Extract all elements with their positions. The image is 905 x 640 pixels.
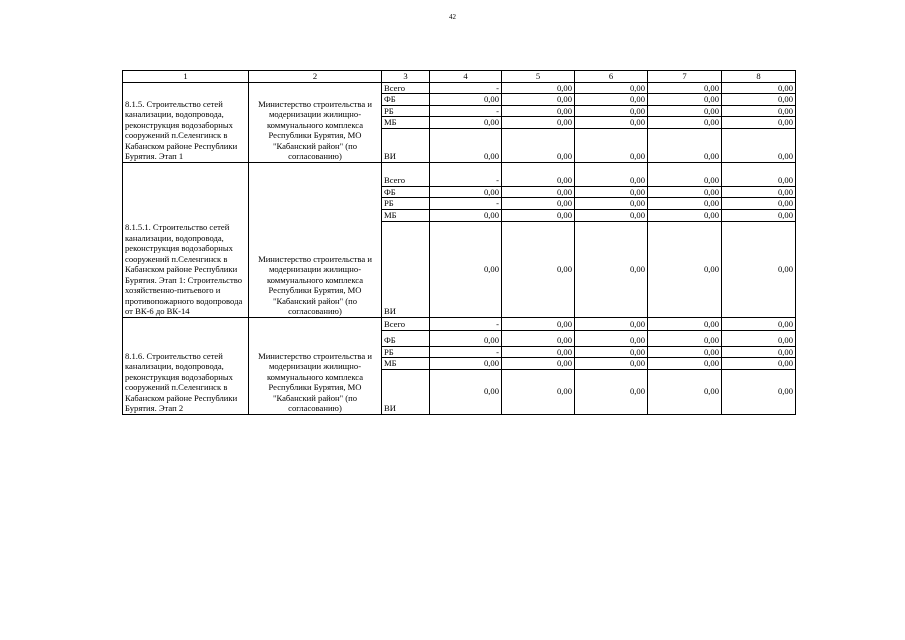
responsible-org-cell: Министерство строительства и модернизации жилищно-коммунального комплекса Республики Бурятия, МО "Кабанский район" (по согласованию) bbox=[249, 82, 382, 162]
value-cell: 0,00 bbox=[722, 369, 796, 414]
value-cell: 0,00 bbox=[648, 82, 722, 94]
value-cell: - bbox=[430, 317, 502, 330]
table-row bbox=[123, 317, 796, 330]
value-cell: 0,00 bbox=[575, 162, 648, 186]
value-cell: 0,00 bbox=[502, 105, 575, 117]
table-row bbox=[123, 82, 796, 94]
value-cell: 0,00 bbox=[722, 221, 796, 317]
page-number: 42 bbox=[449, 13, 456, 21]
value-cell: 0,00 bbox=[502, 94, 575, 106]
event-name-cell: 8.1.5.1. Строительство сетей канализации, водопровода, реконструкция водозаборных сооружений п.Селенгинск в Кабанском районе Республики Бурятия. Этап 1: Строительство хозяйственно-питьевого и противопожарного водопровода от ВК-6 до ВК-14 bbox=[123, 162, 249, 317]
value-cell: 0,00 bbox=[502, 128, 575, 162]
value-cell: 0,00 bbox=[430, 358, 502, 370]
value-cell: 0,00 bbox=[502, 346, 575, 358]
value-cell: 0,00 bbox=[722, 198, 796, 210]
value-cell: 0,00 bbox=[502, 317, 575, 330]
value-cell: 0,00 bbox=[648, 346, 722, 358]
funding-source-cell: ФБ bbox=[382, 186, 430, 198]
funding-source-cell: РБ bbox=[382, 198, 430, 210]
value-cell: 0,00 bbox=[575, 198, 648, 210]
value-cell: 0,00 bbox=[722, 82, 796, 94]
value-cell: 0,00 bbox=[575, 105, 648, 117]
value-cell: 0,00 bbox=[722, 117, 796, 129]
value-cell: 0,00 bbox=[502, 82, 575, 94]
funding-source-cell: ФБ bbox=[382, 330, 430, 346]
value-cell: 0,00 bbox=[648, 369, 722, 414]
value-cell: 0,00 bbox=[722, 105, 796, 117]
header-cell: 8 bbox=[722, 71, 796, 83]
event-block bbox=[123, 317, 796, 414]
value-cell: 0,00 bbox=[575, 117, 648, 129]
value-cell: 0,00 bbox=[648, 105, 722, 117]
value-cell: 0,00 bbox=[648, 330, 722, 346]
event-block bbox=[123, 82, 796, 162]
funding-source-cell: МБ bbox=[382, 358, 430, 370]
funding-source-cell: МБ bbox=[382, 209, 430, 221]
value-cell: 0,00 bbox=[648, 209, 722, 221]
value-cell: 0,00 bbox=[722, 209, 796, 221]
value-cell: 0,00 bbox=[430, 94, 502, 106]
value-cell: 0,00 bbox=[575, 346, 648, 358]
header-row bbox=[123, 71, 796, 83]
value-cell: 0,00 bbox=[648, 358, 722, 370]
value-cell: 0,00 bbox=[722, 128, 796, 162]
funding-source-cell: ВИ bbox=[382, 128, 430, 162]
value-cell: 0,00 bbox=[575, 369, 648, 414]
value-cell: 0,00 bbox=[648, 198, 722, 210]
value-cell: 0,00 bbox=[648, 186, 722, 198]
value-cell: 0,00 bbox=[722, 186, 796, 198]
value-cell: 0,00 bbox=[575, 186, 648, 198]
value-cell: 0,00 bbox=[648, 221, 722, 317]
budget-table bbox=[122, 70, 796, 415]
value-cell: 0,00 bbox=[502, 330, 575, 346]
value-cell: - bbox=[430, 162, 502, 186]
header-cell: 1 bbox=[123, 71, 249, 83]
funding-source-cell: РБ bbox=[382, 105, 430, 117]
value-cell: - bbox=[430, 198, 502, 210]
event-name-cell: 8.1.6. Строительство сетей канализации, водопровода, реконструкция водозаборных сооружений п.Селенгинск в Кабанском районе Республики Бурятия. Этап 2 bbox=[123, 317, 249, 414]
funding-source-cell: ФБ bbox=[382, 94, 430, 106]
header-cell: 7 bbox=[648, 71, 722, 83]
value-cell: 0,00 bbox=[575, 209, 648, 221]
value-cell: 0,00 bbox=[722, 94, 796, 106]
value-cell: - bbox=[430, 346, 502, 358]
value-cell: 0,00 bbox=[575, 82, 648, 94]
header-cell: 2 bbox=[249, 71, 382, 83]
value-cell: 0,00 bbox=[502, 369, 575, 414]
value-cell: 0,00 bbox=[648, 117, 722, 129]
value-cell: 0,00 bbox=[648, 128, 722, 162]
value-cell: 0,00 bbox=[722, 358, 796, 370]
value-cell: 0,00 bbox=[575, 94, 648, 106]
value-cell: 0,00 bbox=[648, 94, 722, 106]
value-cell: 0,00 bbox=[430, 369, 502, 414]
value-cell: 0,00 bbox=[722, 162, 796, 186]
funding-source-cell: МБ bbox=[382, 117, 430, 129]
value-cell: 0,00 bbox=[430, 186, 502, 198]
value-cell: 0,00 bbox=[430, 221, 502, 317]
value-cell: 0,00 bbox=[575, 128, 648, 162]
value-cell: 0,00 bbox=[722, 330, 796, 346]
value-cell: - bbox=[430, 82, 502, 94]
value-cell: 0,00 bbox=[575, 221, 648, 317]
funding-source-cell: Всего bbox=[382, 317, 430, 330]
value-cell: 0,00 bbox=[502, 162, 575, 186]
funding-source-cell: ВИ bbox=[382, 369, 430, 414]
value-cell: 0,00 bbox=[430, 128, 502, 162]
value-cell: 0,00 bbox=[430, 209, 502, 221]
value-cell: 0,00 bbox=[502, 221, 575, 317]
value-cell: 0,00 bbox=[502, 209, 575, 221]
funding-source-cell: ВИ bbox=[382, 221, 430, 317]
value-cell: 0,00 bbox=[648, 162, 722, 186]
value-cell: 0,00 bbox=[430, 117, 502, 129]
funding-source-cell: Всего bbox=[382, 82, 430, 94]
value-cell: 0,00 bbox=[502, 198, 575, 210]
header-cell: 3 bbox=[382, 71, 430, 83]
event-name-cell: 8.1.5. Строительство сетей канализации, водопровода, реконструкция водозаборных сооружений п.Селенгинск в Кабанском районе Республики Бурятия. Этап 1 bbox=[123, 82, 249, 162]
event-block bbox=[123, 162, 796, 317]
value-cell: - bbox=[430, 105, 502, 117]
header-cell: 6 bbox=[575, 71, 648, 83]
value-cell: 0,00 bbox=[502, 358, 575, 370]
value-cell: 0,00 bbox=[575, 358, 648, 370]
value-cell: 0,00 bbox=[430, 330, 502, 346]
value-cell: 0,00 bbox=[575, 330, 648, 346]
value-cell: 0,00 bbox=[722, 317, 796, 330]
value-cell: 0,00 bbox=[575, 317, 648, 330]
table-row bbox=[123, 162, 796, 186]
value-cell: 0,00 bbox=[502, 117, 575, 129]
header-cell: 5 bbox=[502, 71, 575, 83]
header-cell: 4 bbox=[430, 71, 502, 83]
funding-source-cell: Всего bbox=[382, 162, 430, 186]
value-cell: 0,00 bbox=[722, 346, 796, 358]
value-cell: 0,00 bbox=[648, 317, 722, 330]
responsible-org-cell: Министерство строительства и модернизации жилищно-коммунального комплекса Республики Бурятия, МО "Кабанский район" (по согласованию) bbox=[249, 162, 382, 317]
value-cell: 0,00 bbox=[502, 186, 575, 198]
funding-source-cell: РБ bbox=[382, 346, 430, 358]
responsible-org-cell: Министерство строительства и модернизации жилищно-коммунального комплекса Республики Бурятия, МО "Кабанский район" (по согласованию) bbox=[249, 317, 382, 414]
